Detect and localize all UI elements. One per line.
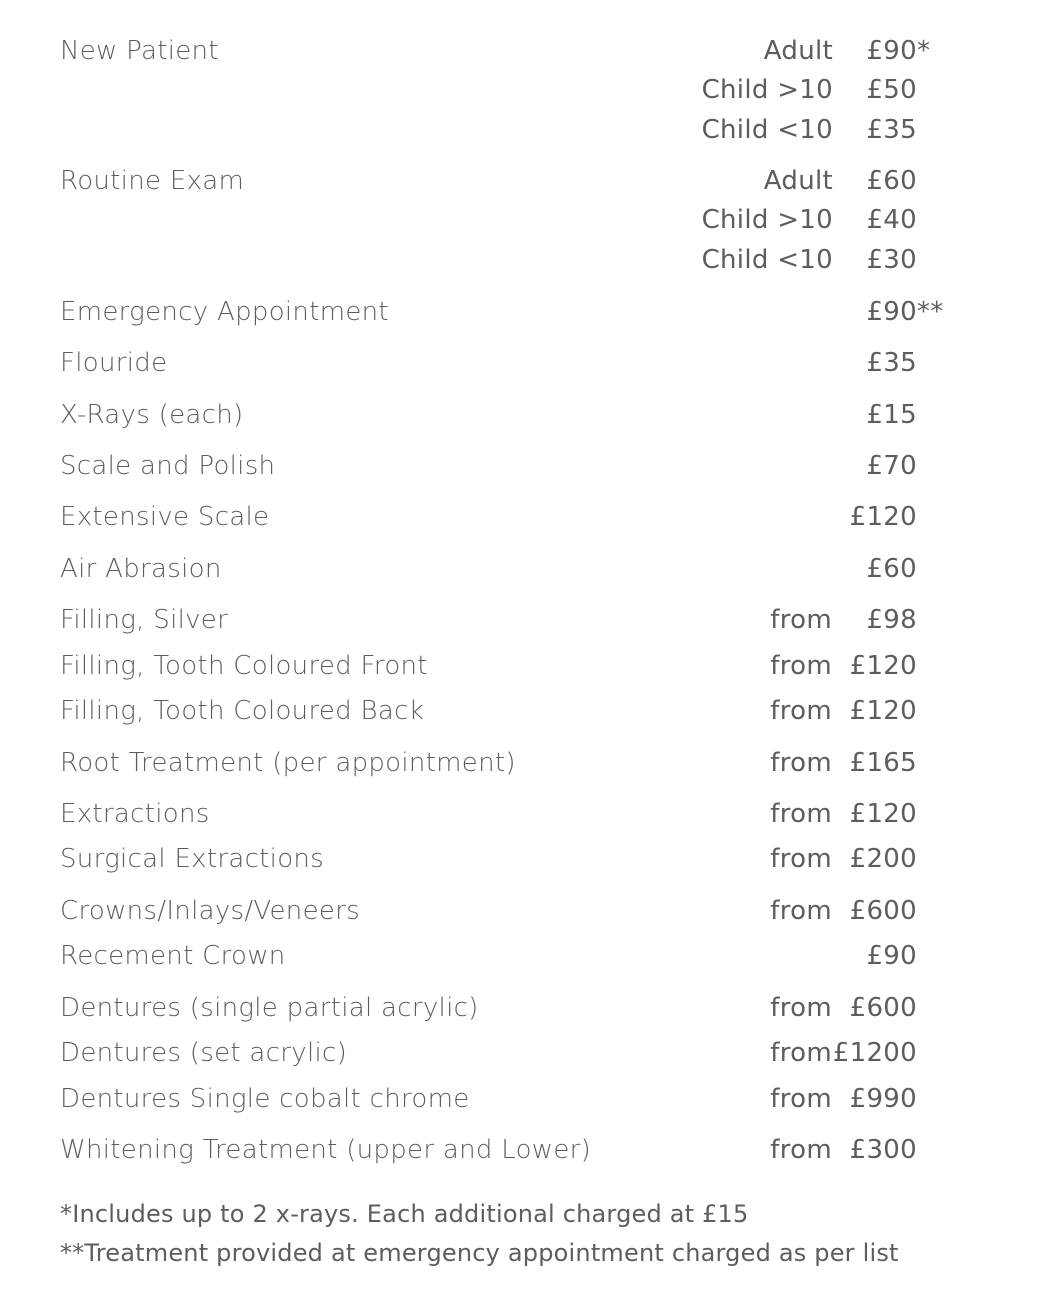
price-row <box>0 72 1039 108</box>
patient-category: Adult <box>763 166 833 196</box>
price-amount: £90 <box>866 36 917 66</box>
price-row <box>0 745 1039 781</box>
price-amount: £98 <box>866 605 917 635</box>
price-row <box>0 1081 1039 1117</box>
price-qualifier: from <box>770 748 832 778</box>
price-amount: £35 <box>866 115 917 145</box>
price-value <box>866 294 944 330</box>
treatment-label: Filling, Silver <box>60 605 229 635</box>
patient-category: Adult <box>763 36 833 66</box>
price-amount: £70 <box>866 451 917 481</box>
treatment-label: Filling, Tooth Coloured Front <box>60 651 428 681</box>
price-amount: £30 <box>866 245 917 275</box>
price-value <box>866 33 931 69</box>
price-row <box>0 1132 1039 1168</box>
price-qualifier: from <box>770 1038 832 1068</box>
treatment-label: Air Abrasion <box>60 554 222 584</box>
price-amount: £1200 <box>832 1038 917 1068</box>
price-row <box>0 397 1039 433</box>
price-value <box>866 202 917 238</box>
price-qualifier: from <box>770 1135 832 1165</box>
price-value <box>866 72 917 108</box>
treatment-label: Scale and Polish <box>60 451 276 481</box>
price-amount: £90 <box>866 941 917 971</box>
treatment-label: Root Treatment (per appointment) <box>60 748 516 778</box>
price-amount: £15 <box>866 400 917 430</box>
treatment-label: New Patient <box>60 36 219 66</box>
price-qualifier: from <box>770 844 832 874</box>
price-value <box>850 745 917 781</box>
price-row <box>0 841 1039 877</box>
price-amount: £120 <box>849 696 917 726</box>
price-amount: £90 <box>866 297 917 327</box>
price-value <box>866 112 917 148</box>
price-row <box>0 499 1039 535</box>
treatment-label: Dentures Single cobalt chrome <box>60 1084 470 1114</box>
treatment-label: Extensive Scale <box>60 502 270 532</box>
price-qualifier: from <box>770 993 832 1023</box>
price-value <box>866 345 917 381</box>
price-amount: £120 <box>849 502 917 532</box>
price-value <box>866 448 917 484</box>
treatment-label: Filling, Tooth Coloured Back <box>60 696 425 726</box>
price-row <box>0 33 1039 69</box>
price-value <box>850 693 917 729</box>
price-row <box>0 602 1039 638</box>
price-amount: £40 <box>866 205 917 235</box>
price-amount: £60 <box>866 554 917 584</box>
footnote-mark: * <box>917 36 931 66</box>
price-qualifier: from <box>770 605 832 635</box>
price-amount: £60 <box>866 166 917 196</box>
price-value <box>833 1035 917 1071</box>
treatment-label: Extractions <box>60 799 210 829</box>
treatment-label: X-Rays (each) <box>60 400 244 430</box>
price-amount: £200 <box>849 844 917 874</box>
price-amount: £300 <box>849 1135 917 1165</box>
price-value <box>850 796 917 832</box>
price-row <box>0 163 1039 199</box>
price-row <box>0 112 1039 148</box>
patient-category: Child <10 <box>701 115 833 145</box>
treatment-label: Crowns/Inlays/Veneers <box>60 896 360 926</box>
price-amount: £600 <box>849 896 917 926</box>
price-value <box>850 841 917 877</box>
footnote-mark: ** <box>917 297 944 327</box>
price-amount: £35 <box>866 348 917 378</box>
price-amount: £50 <box>866 75 917 105</box>
price-row <box>0 693 1039 729</box>
price-row <box>0 648 1039 684</box>
price-qualifier: from <box>770 651 832 681</box>
price-row <box>0 551 1039 587</box>
footnote: *Includes up to 2 x-rays. Each additional charged at £15 <box>60 1200 749 1228</box>
price-value <box>850 499 917 535</box>
price-value <box>866 397 917 433</box>
price-amount: £165 <box>849 748 917 778</box>
price-qualifier: from <box>770 696 832 726</box>
treatment-label: Recement Crown <box>60 941 286 971</box>
price-row <box>0 202 1039 238</box>
price-row <box>0 893 1039 929</box>
price-value <box>866 163 917 199</box>
price-value <box>866 242 917 278</box>
price-row <box>0 242 1039 278</box>
patient-category: Child >10 <box>701 205 833 235</box>
treatment-label: Dentures (set acrylic) <box>60 1038 348 1068</box>
price-row <box>0 938 1039 974</box>
footnote: **Treatment provided at emergency appointment charged as per list <box>60 1239 899 1267</box>
price-value <box>850 648 917 684</box>
treatment-label: Emergency Appointment <box>60 297 389 327</box>
price-row <box>0 345 1039 381</box>
price-row <box>0 448 1039 484</box>
price-value <box>866 551 917 587</box>
price-value <box>866 938 917 974</box>
price-row <box>0 294 1039 330</box>
price-row <box>0 1035 1039 1071</box>
treatment-label: Flouride <box>60 348 168 378</box>
price-amount: £120 <box>849 651 917 681</box>
price-row <box>0 990 1039 1026</box>
patient-category: Child >10 <box>701 75 833 105</box>
price-qualifier: from <box>770 896 832 926</box>
price-amount: £600 <box>849 993 917 1023</box>
price-value <box>866 602 917 638</box>
price-value <box>850 1132 917 1168</box>
patient-category: Child <10 <box>701 245 833 275</box>
price-amount: £120 <box>849 799 917 829</box>
treatment-label: Whitening Treatment (upper and Lower) <box>60 1135 592 1165</box>
price-value <box>850 893 917 929</box>
price-amount: £990 <box>849 1084 917 1114</box>
treatment-label: Surgical Extractions <box>60 844 325 874</box>
price-row <box>0 796 1039 832</box>
price-qualifier: from <box>770 1084 832 1114</box>
treatment-label: Routine Exam <box>60 166 245 196</box>
treatment-label: Dentures (single partial acrylic) <box>60 993 479 1023</box>
price-value <box>850 990 917 1026</box>
price-value <box>850 1081 917 1117</box>
price-qualifier: from <box>770 799 832 829</box>
